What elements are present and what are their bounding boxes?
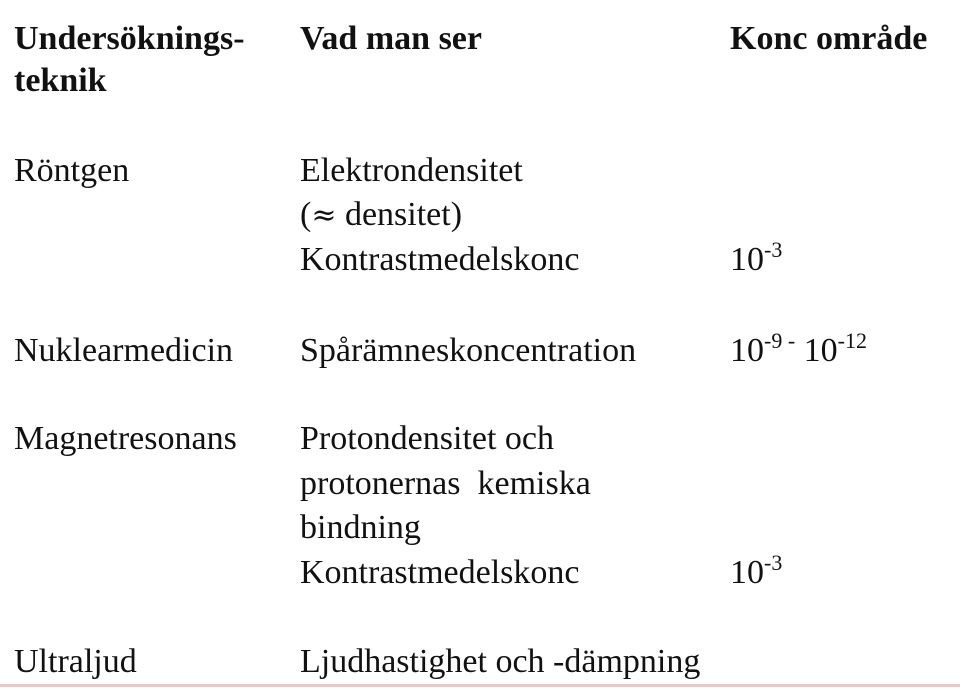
what-rontgen-1: Elektrondensitet (300, 152, 523, 189)
range-magnetresonans: $10^{-3}$ (730, 550, 783, 591)
table-bottom-border (0, 684, 960, 687)
what-rontgen-2: (≈ densitet) (300, 196, 463, 233)
what-magnetresonans-4: Kontrastmedelskonc (300, 554, 580, 591)
what-magnetresonans-1: Protondensitet och (300, 420, 555, 457)
technique-nuklearmedicin: Nuklearmedicin (14, 332, 234, 369)
approx-icon: ≈ (311, 198, 337, 233)
what-ultraljud: Ljudhastighet och -dämpning (300, 643, 701, 680)
technique-magnetresonans: Magnetresonans (14, 420, 237, 457)
what-magnetresonans-3: bindning (300, 509, 421, 546)
header-technique-line1: Undersöknings- (14, 20, 245, 57)
what-nuklearmedicin: Spårämneskoncentration (300, 332, 637, 369)
technique-rontgen: Röntgen (14, 152, 130, 189)
header-technique-line2: teknik (14, 62, 107, 99)
range-rontgen: $10^{-3}$ (730, 237, 783, 278)
header-what: Vad man ser (300, 20, 482, 57)
what-rontgen-3: Kontrastmedelskonc (300, 241, 580, 278)
what-magnetresonans-2: protonernas kemiska (300, 465, 591, 502)
technique-ultraljud: Ultraljud (14, 643, 137, 680)
range-nuklearmedicin: $10^{-9 -}$ $10^{-12}$ (730, 328, 867, 369)
header-range: Konc område (730, 20, 928, 57)
